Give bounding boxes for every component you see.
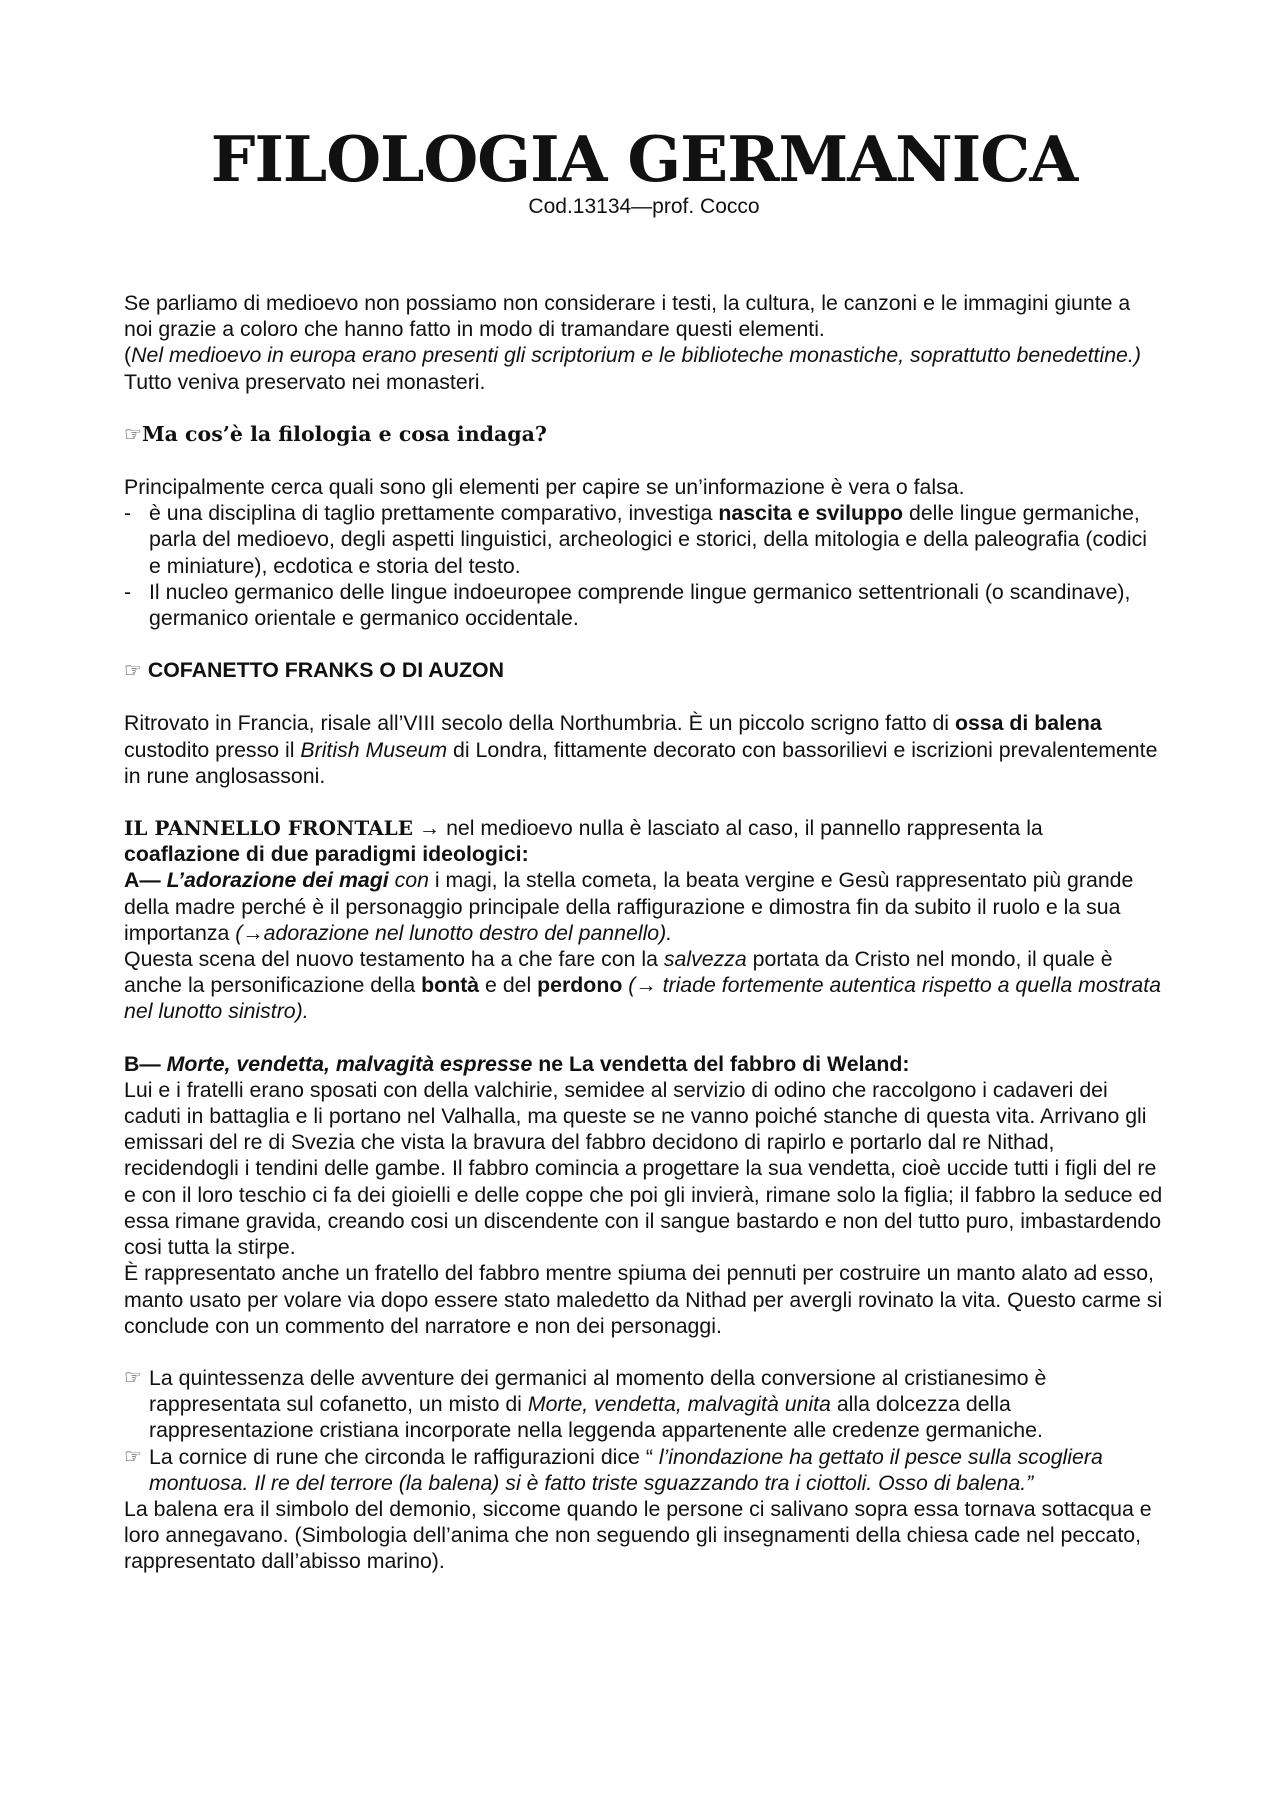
part-text: i magi, la stella cometa, la beata vergine e Gesù rappresentato più grande della madre perché è il personaggio principale della raffigurazione e dimostra fin da subito il ruolo e la sua importanza [124,868,1134,945]
heading-text: COFANETTO FRANKS O DI AUZON [147,658,504,683]
part-italic: salvezza [663,947,747,972]
panel-part-a [124,867,1164,946]
part-bold: perdono [537,973,623,998]
section-philology [124,421,1164,631]
intro-note [124,342,1164,394]
closing-italic: l’inondazione ha gettato il pesce sulla scogliera montuosa. Il re del terrore (la balena) si è fatto triste sguazzando tra i ciottoli. Osso di balena.” [149,1444,1103,1495]
panel-part-b-text: Lui e i fratelli erano sposati con della valchirie, semidee al servizio di odino che raccolgono i cadaveri dei caduti in battaglia e li portano nel Valhalla, ma queste se ne vanno poiché stanche di questa vita. Arrivano gli emissari del re di Svezia che vista la bravura del fabbro decidono di rapirlo e portarlo dal re Nithad, recidendogli i tendini delle gambe. Il fabbro comincia a progettare la sua vendetta, cioè uccide tutti i figli del re e con il loro teschio ci fa dei gioielli e delle coppe che poi gli invierà, rimane solo la figlia; il fabbro la seduce ed essa rimane gravida, creando cosi un discendente con il sangue bastardo e non del tutto puro, imbastardendo cosi tutta la stirpe. [124,1077,1163,1260]
intro-note-italic: Nel medioevo in europa erano presenti gli scriptorium e le biblioteche monastiche, soprattutto benedettine.) [131,343,1141,368]
intro-section [124,290,1164,395]
philology-list [124,500,1164,631]
part-text: Questa scena del nuovo testamento ha a che fare con la [124,947,664,972]
section-philology-lead: Principalmente cerca quali sono gli elementi per capire se un’informazione è vera o falsa. [124,475,965,500]
casket-text: di Londra, fittamente decorato con bassorilievi e iscrizioni prevalentemente in rune anglosassoni. [124,737,1158,788]
casket-bold: ossa di balena [954,711,1102,736]
pointing-hand-icon: ☞ [124,423,142,446]
casket-paragraph [124,710,1164,789]
closing-text: alla dolcezza della rappresentazione cristiana incorporate nella leggenda appartenente alle credenze germaniche. [149,1392,1043,1443]
part-con: con [388,868,429,893]
part-label: A— [124,868,167,893]
list-item-text: delle lingue germaniche, parla del medioevo, degli aspetti linguistici, archeologici e storici, della mitologia e della paleografia (codici e miniature), ecdotica e storia del testo. [149,501,1147,578]
panel-text: nel medioevo nulla è lasciato al caso, il pannello rappresenta la [446,816,1043,841]
section-philology-heading [124,421,1164,448]
closing-italic: Morte, vendetta, malvagità unita [527,1392,831,1417]
panel-part-b-text2: È rappresentato anche un fratello del fabbro mentre spiuma dei pennuti per costruire un manto alato ad esso, manto usato per volare via dopo essere stato maledetto da Nithad per avergli rovinato la vita. Questo carme si conclude con un commento del narratore e non dei personaggi. [124,1261,1163,1338]
part-italic: (→ triade fortemente autentica rispetto a quella mostrata nel lunotto sinistro). [124,973,1161,1024]
pointing-hand-icon: ☞ [124,660,142,683]
casket-text: custodito presso il [124,737,301,762]
heading-text: Ma cos’è la filologia e cosa indaga? [141,421,547,446]
part-text: e del [479,973,538,998]
section-casket [124,657,1164,789]
page-subtitle: Cod.13134—prof. Cocco [528,195,760,218]
panel-part-b [124,1051,1164,1077]
closing-item [124,1444,1164,1496]
intro-note-open: ( [124,343,132,368]
part-title: L’adorazione dei magi [166,868,389,893]
casket-text: Ritrovato in Francia, risale all’VIII secolo della Northumbria. È un piccolo scrigno fatto di [124,711,955,736]
list-item-bold: nascita e sviluppo [718,501,904,526]
casket-italic: British Museum [300,737,448,762]
part-text: portata da Cristo nel mondo, il quale è anche la personificazione della [124,947,1113,998]
list-item-text: è una disciplina di taglio prettamente comparativo, investiga [149,501,719,526]
closing-paragraph: La balena era il simbolo del demonio, siccome quando le persone ci salivano sopra essa tornava sottacqua e loro annegavano. (Simbologia dell’anima che non seguendo gli insegnamenti della chiesa cade nel peccato, rappresentato dall’abisso marino). [124,1496,1152,1574]
list-item: - Il nucleo germanico delle lingue indoeuropee comprende lingue germanico settentrionali (o scandinave), germanico orientale e germanico occidentale. [124,579,1164,631]
closing-text: La quintessenza delle avventure dei germanici al momento della conversione al cristianesimo è rappresentata sul cofanetto, un misto di [149,1365,1047,1417]
part-label: B— [124,1051,167,1076]
pointing-hand-icon: ☞ [124,1445,142,1468]
section-panel [124,815,1164,1339]
intro-paragraph: Se parliamo di medioevo non possiamo non considerare i testi, la cultura, le canzoni e le immagini giunte a noi grazie a coloro che hanno fatto in modo di tramandare questi elementi. [124,291,1131,342]
intro-note-tail: Tutto veniva preservato nei monasteri. [124,369,486,394]
part-title-rest: ne La vendetta del fabbro di Weland: [532,1051,910,1076]
section-closing [124,1365,1164,1575]
panel-part-a-cont [124,946,1164,1025]
section-casket-heading [124,657,1164,684]
list-item [124,500,1164,579]
panel-heading: IL PANNELLO FRONTALE [124,816,413,841]
document-page [124,124,1164,1575]
closing-text: La cornice di rune che circonda le raffigurazioni dice “ [149,1444,659,1469]
panel-bold: coaflazione di due paradigmi ideologici: [124,842,529,867]
part-title: Morte, vendetta, malvagità espresse [166,1051,533,1076]
panel-intro [124,815,1164,867]
closing-item [124,1365,1164,1444]
page-title: FILOLOGIA GERMANICA [210,122,1078,196]
part-italic: (→adorazione nel lunotto destro del pannello). [235,920,673,945]
pointing-hand-icon: ☞ [124,1366,142,1389]
part-bold: bontà [421,973,480,998]
arrow-icon: → [412,816,447,841]
